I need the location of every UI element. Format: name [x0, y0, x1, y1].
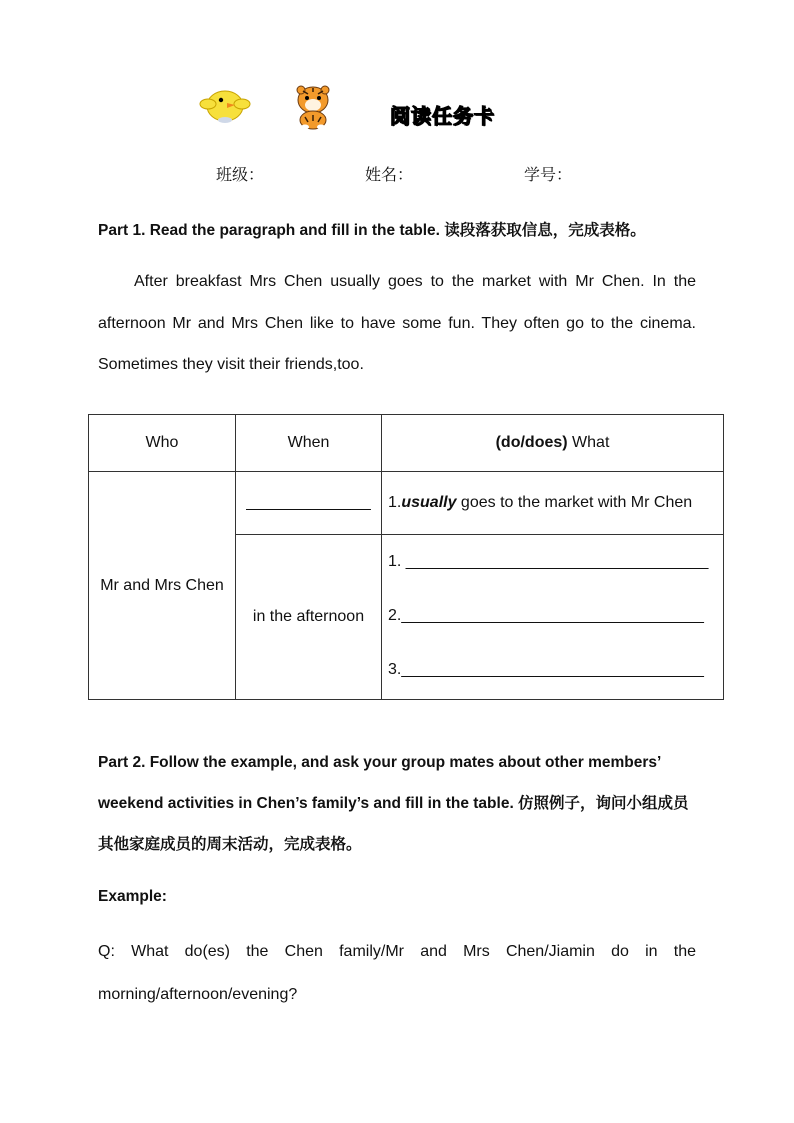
part1-paragraph-text: After breakfast Mrs Chen usually goes to the market with Mr Chen. In the afternoon Mr and Mrs Chen like to have some fun. They often go to the cinema. Sometimes they visit their friends,too.	[98, 273, 696, 373]
example-question: Q: What do(es) the Chen family/Mr and Mrs Chen/Jiamin do in the morning/afternoon/evening?	[98, 943, 696, 1003]
table-row	[89, 472, 724, 535]
answer-line-2[interactable]: 2.__________________________________	[388, 607, 704, 624]
when-afternoon-cell: in the afternoon	[236, 535, 382, 700]
header-what-rest: What	[567, 434, 610, 451]
who-cell: Mr and Mrs Chen	[89, 472, 236, 700]
row1-number: 1.	[388, 494, 402, 511]
student-number-label: 学号：	[524, 167, 573, 184]
row1-what	[382, 472, 724, 535]
header-what	[382, 415, 724, 472]
part2-heading: Part 2. Follow the example, and ask your group mates about other members’ weekend activities in Chen’s family’s and fill in the table. 仿照例子，询问小组成员其他家庭成员的周末活动，完成表格。	[98, 754, 689, 853]
class-label: 班级：	[216, 167, 265, 184]
answer-line-3[interactable]: 3.__________________________________	[388, 661, 704, 678]
example-label: Example:	[98, 888, 167, 905]
part1-heading: Part 1. Read the paragraph and fill in the table. 读段落获取信息，完成表格。	[98, 222, 646, 239]
chick-icon	[198, 82, 252, 126]
answer-line-1[interactable]: 1. __________________________________	[388, 553, 709, 570]
tiger-icon	[288, 84, 338, 130]
part1-paragraph	[98, 261, 696, 386]
header-when: When	[236, 415, 382, 472]
part1-table	[88, 414, 724, 700]
header-what-bold: (do/does)	[495, 434, 568, 451]
header-who: Who	[89, 415, 236, 472]
row1-emphasis: usually	[401, 494, 457, 511]
answer-lines	[382, 535, 724, 700]
row1-rest: goes to the market with Mr Chen	[456, 494, 693, 511]
card-title: 阅读任务卡	[390, 106, 495, 128]
table-header-row	[89, 415, 724, 472]
when-blank-field[interactable]: ______________	[236, 472, 382, 535]
name-label: 姓名：	[365, 167, 414, 184]
